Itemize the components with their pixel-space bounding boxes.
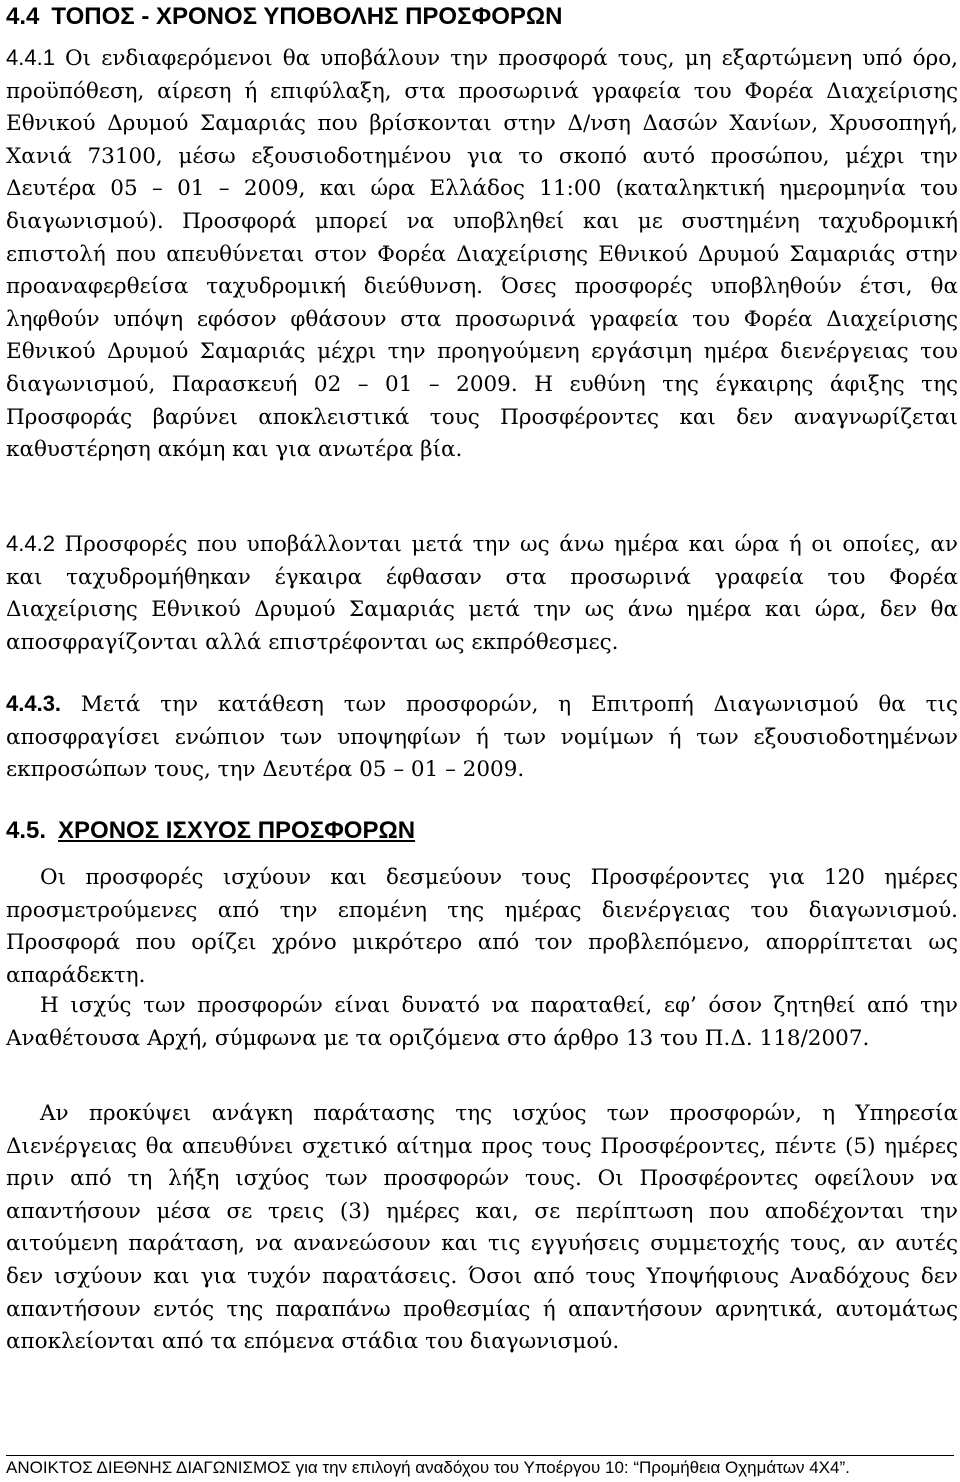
- paragraph-4-4-1: [6, 42, 958, 467]
- paragraph-text: Προσφορές που υποβάλλονται μετά την ως άνω ημέρα και ώρα ή οι οποίες, αν και ταχυδρομήθηκαν έγκαιρα έφθασαν στα προσωρινά γραφεία του Φορέα Διαχείρισης Εθνικού Δρυμού Σαμαριάς μετά την ως άνω ημέρα και ώρα, δεν θα αποσφραγίζονται αλλά επιστρέφονται ως εκπρόθεσμες.: [6, 532, 958, 655]
- paragraph-number: 4.4.1: [6, 45, 55, 70]
- paragraph-4-4-2: [6, 528, 958, 659]
- paragraph-4-4-3: [6, 688, 958, 787]
- paragraph-text: Οι ενδιαφερόμενοι θα υποβάλουν την προσφορά τους, μη εξαρτώμενη υπό όρο, προϋπόθεση, αίρεση ή επιφύλαξη, στα προσωρινά γραφεία του Φορέα Διαχείρισης Εθνικού Δρυμού Σαμαριάς που βρίσκονται στην Δ/νση Δασών Χανίων, Χρυσοπηγή, Χανιά 73100, μέσω εξουσιοδοτημένου για το σκοπό αυτό προσώπου, μέχρι την Δευτέρα 05 – 01 – 2009, και ώρα Ελλάδος 11:00 (καταληκτική ημερομηνία του διαγωνισμού). Προσφορά μπορεί να υποβληθεί και με συστημένη ταχυδρομική επιστολή που απευθύνεται στον Φορέα Διαχείρισης Εθνικού Δρυμού Σαμαριάς στην προαναφερθείσα ταχυδρομική διεύθυνση. Όσες προσφορές υποβληθούν έτσι, θα ληφθούν υπόψη εφόσον φθάσουν στα προσωρινά γραφεία του Φορέα Διαχείρισης Εθνικού Δρυμού Σαμαριάς μέχρι την προηγούμενη εργάσιμη ημέρα διενέργειας του διαγωνισμού, Παρασκευή 02 – 01 – 2009. Η ευθύνη της έγκαιρης άφιξης της Προσφοράς βαρύνει αποκλειστικά τους Προσφέροντες και δεν αναγνωρίζεται καθυστέρηση ακόμη και για ανωτέρα βία.: [6, 46, 958, 463]
- section-heading-4-5: [6, 816, 415, 846]
- paragraph-number: 4.4.3.: [6, 691, 62, 716]
- page-footer: ΑΝΟΙΚΤΟΣ ΔΙΕΘΝΗΣ ΔΙΑΓΩΝΙΣΜΟΣ για την επιλογή αναδόχου του Υποέργου 10: “Προμήθεια Οχημάτων 4Χ4”.: [6, 1455, 954, 1480]
- section-heading-4-4: [6, 2, 562, 32]
- section-number: 4.5.: [6, 817, 47, 844]
- paragraph-4-5-b: Η ισχύς των προσφορών είναι δυνατό να παραταθεί, εφ’ όσον ζητηθεί από την Αναθέτουσα Αρχή, σύμφωνα με τα οριζόμενα στο άρθρο 13 του Π.Δ. 118/2007.: [6, 993, 958, 1051]
- paragraph-number: 4.4.2: [6, 531, 55, 556]
- section-title: ΧΡΟΝΟΣ ΙΣΧΥΟΣ ΠΡΟΣΦΟΡΩΝ: [58, 817, 416, 844]
- paragraph-4-5-c: Αν προκύψει ανάγκη παράτασης της ισχύος των προσφορών, η Υπηρεσία Διενέργειας θα απευθύνει σχετικό αίτημα προς τους Προσφέροντες, πέντε (5) ημέρες πριν από τη λήξη ισχύος των προσφορών τους. Οι Προσφέροντες οφείλουν να απαντήσουν μέσα σε τρεις (3) ημέρες και, σε περίπτωση που αποδέχονται την αιτούμενη παράταση, να ανανεώσουν και τις εγγυήσεις συμμετοχής τους, αν αυτές δεν ισχύουν και για τυχόν παρατάσεις. Όσοι από τους Υποψήφιους Αναδόχους δεν απαντήσουν εντός της παραπάνω προθεσμίας ή απαντήσουν αρνητικά, αυτομάτως αποκλείονται από τα επόμενα στάδια του διαγωνισμού.: [6, 1101, 958, 1355]
- section-title: ΤΟΠΟΣ - ΧΡΟΝΟΣ ΥΠΟΒΟΛΗΣ ΠΡΟΣΦΟΡΩΝ: [51, 3, 563, 30]
- section-number: 4.4: [6, 3, 40, 30]
- paragraph-4-5-a: Οι προσφορές ισχύουν και δεσμεύουν τους Προσφέροντες για 120 ημέρες προσμετρούμενες από την επομένη της ημέρας διενέργειας του διαγωνισμού. Προσφορά που ορίζει χρόνο μικρότερο από τον προβλεπόμενο, απορρίπτεται ως απαράδεκτη.: [6, 865, 958, 988]
- paragraph-text: Μετά την κατάθεση των προσφορών, η Επιτροπή Διαγωνισμού θα τις αποσφραγίσει ενώπιον των υποψηφίων ή των νομίμων ή των εξουσιοδοτημένων εκπροσώπων τους, την Δευτέρα 05 – 01 – 2009.: [6, 692, 958, 783]
